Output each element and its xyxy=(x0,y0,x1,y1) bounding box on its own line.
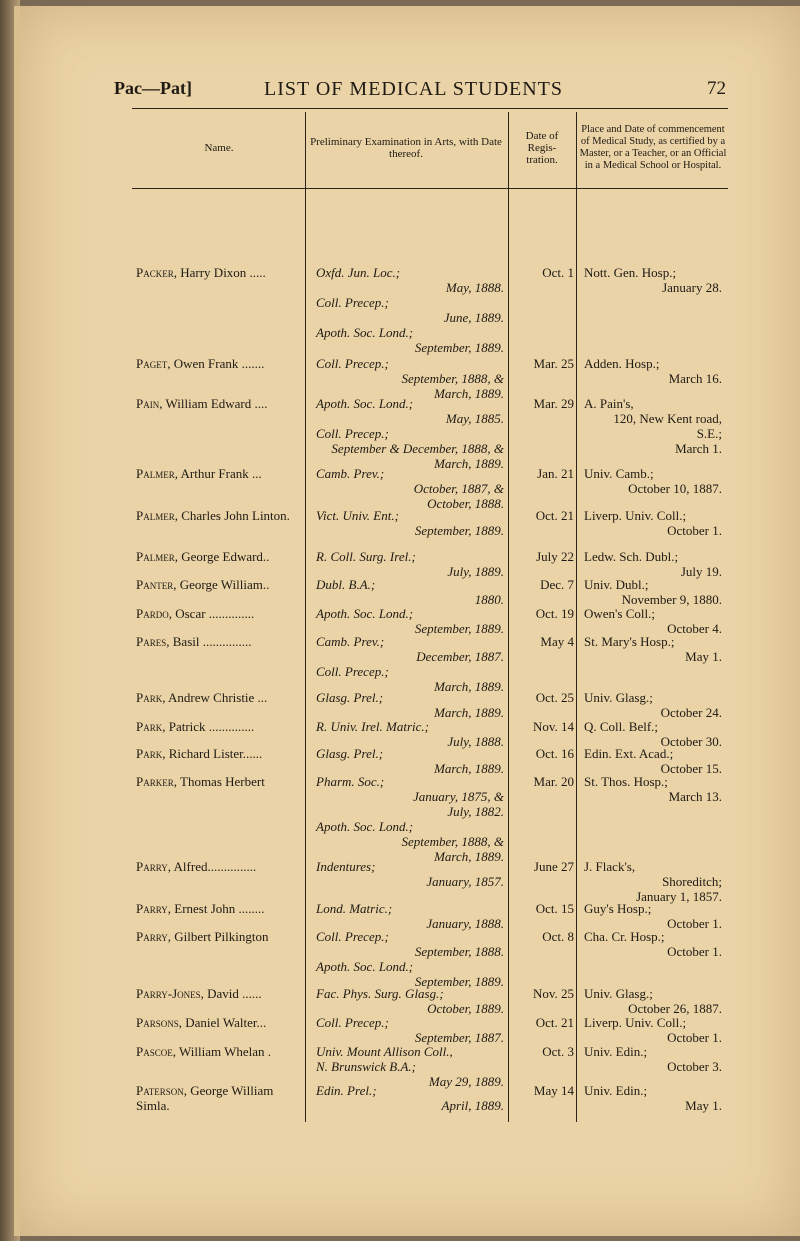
student-surname: Parry xyxy=(136,859,168,874)
exam-line: Fac. Phys. Surg. Glasg.; xyxy=(316,986,444,1001)
place-line: St. Mary's Hosp.; xyxy=(584,634,675,649)
student-name xyxy=(136,577,302,592)
student-given-names: , Alfred............... xyxy=(167,859,257,874)
student-name xyxy=(136,634,302,649)
place-cell xyxy=(584,606,724,636)
header-rule xyxy=(132,108,728,109)
student-surname: Packer xyxy=(136,265,174,280)
exam-line: October, 1887, & xyxy=(413,481,504,496)
place-line: October 1. xyxy=(667,523,722,538)
student-surname: Parry-Jones xyxy=(136,986,201,1001)
exam-line: Coll. Precep.; xyxy=(316,664,389,679)
registration-date: Dec. 7 xyxy=(540,577,574,592)
exam-line: Lond. Matric.; xyxy=(316,901,393,916)
place-line: January 28. xyxy=(662,280,722,295)
registration-date: Jan. 21 xyxy=(537,466,574,481)
student-name xyxy=(136,1015,302,1030)
student-given-names: , William Whelan . xyxy=(172,1044,272,1059)
place-line: St. Thos. Hosp.; xyxy=(584,774,668,789)
exam-line: September, 1889. xyxy=(414,523,504,538)
exam-line: Apoth. Soc. Lond.; xyxy=(316,325,414,340)
registration-date: May 14 xyxy=(533,1083,574,1098)
place-line: March 16. xyxy=(668,371,722,386)
registration-date: June 27 xyxy=(533,859,574,874)
place-line: Edin. Ext. Acad.; xyxy=(584,746,674,761)
place-line: Univ. Glasg.; xyxy=(584,690,653,705)
registration-date: Mar. 25 xyxy=(533,356,574,371)
exam-cell xyxy=(316,986,506,1016)
place-line: Univ. Glasg.; xyxy=(584,986,653,1001)
exam-line: January, 1888. xyxy=(426,916,504,931)
place-line: Guy's Hosp.; xyxy=(584,901,652,916)
place-line: October 10, 1887. xyxy=(628,481,722,496)
exam-line: 1880. xyxy=(474,592,504,607)
student-given-names: , Ernest John ........ xyxy=(167,901,265,916)
exam-line: Univ. Mount Allison Coll., xyxy=(316,1044,453,1059)
registration-date: Oct. 25 xyxy=(535,690,574,705)
place-line: Liverp. Univ. Coll.; xyxy=(584,1015,687,1030)
exam-line: Coll. Precep.; xyxy=(316,426,389,441)
place-line: May 1. xyxy=(685,649,722,664)
student-surname: Panter xyxy=(136,577,174,592)
place-line: October 15. xyxy=(660,761,722,776)
exam-cell xyxy=(316,549,506,579)
exam-line: September, 1889. xyxy=(414,974,504,989)
student-given-names: , George William.. xyxy=(173,577,270,592)
exam-cell xyxy=(316,466,506,511)
place-cell xyxy=(584,774,724,804)
student-surname: Parker xyxy=(136,774,174,789)
exam-cell xyxy=(316,634,506,694)
place-cell xyxy=(584,466,724,496)
student-given-names: , Richard Lister...... xyxy=(162,746,263,761)
registration-date: Mar. 29 xyxy=(533,396,574,411)
exam-cell xyxy=(316,265,506,355)
exam-cell xyxy=(316,719,506,749)
student-surname: Paget xyxy=(136,356,168,371)
registration-date: May 4 xyxy=(540,634,574,649)
exam-cell xyxy=(316,606,506,636)
col-divider-2 xyxy=(508,112,509,1122)
registration-date: Nov. 25 xyxy=(532,986,574,1001)
student-name xyxy=(136,1044,302,1059)
page-title: LIST OF MEDICAL STUDENTS xyxy=(264,78,564,100)
exam-line: September, 1889. xyxy=(414,340,504,355)
place-line: October 3. xyxy=(667,1059,722,1074)
exam-cell xyxy=(316,508,506,538)
place-line: March 1. xyxy=(675,441,722,456)
student-name xyxy=(136,859,302,874)
place-cell xyxy=(584,859,724,904)
registration-date: Mar. 20 xyxy=(533,774,574,789)
registration-date: Oct. 21 xyxy=(535,508,574,523)
student-surname: Parry xyxy=(136,901,168,916)
student-given-names: , William Edward .... xyxy=(159,396,268,411)
place-line: Univ. Camb.; xyxy=(584,466,654,481)
exam-line: Glasg. Prel.; xyxy=(316,746,384,761)
student-given-names: , Thomas Herbert xyxy=(173,774,265,789)
place-line: Univ. Edin.; xyxy=(584,1044,648,1059)
place-line: Nott. Gen. Hosp.; xyxy=(584,265,677,280)
exam-line: March, 1889. xyxy=(434,849,504,864)
col-exam-header: Preliminary Examination in Arts, with Date thereof. xyxy=(310,136,502,160)
exam-cell xyxy=(316,774,506,864)
exam-line: January, 1875, & xyxy=(413,789,504,804)
place-line: Cha. Cr. Hosp.; xyxy=(584,929,665,944)
student-surname: Palmer xyxy=(136,508,175,523)
exam-line: December, 1887. xyxy=(416,649,504,664)
exam-line: Indentures; xyxy=(316,859,376,874)
place-line: October 30. xyxy=(660,734,722,749)
col-divider-3 xyxy=(576,112,577,1122)
exam-line: May, 1888. xyxy=(445,280,504,295)
exam-line: October, 1889. xyxy=(427,1001,504,1016)
col-name-header: Name. xyxy=(204,142,234,154)
place-cell xyxy=(584,356,724,386)
place-cell xyxy=(584,901,724,931)
student-name xyxy=(136,466,302,481)
place-line: January 1, 1857. xyxy=(636,889,722,904)
place-line: October 4. xyxy=(667,621,722,636)
place-cell xyxy=(584,719,724,749)
exam-line: Coll. Precep.; xyxy=(316,1015,389,1030)
exam-line: May 29, 1889. xyxy=(428,1074,504,1089)
exam-line: September & December, 1888, & xyxy=(331,441,504,456)
place-cell xyxy=(584,929,724,959)
place-line: 120, New Kent road, xyxy=(613,411,722,426)
student-given-names: , Andrew Christie ... xyxy=(162,690,268,705)
exam-line: Coll. Precep.; xyxy=(316,929,389,944)
place-cell xyxy=(584,396,724,456)
exam-line: March, 1889. xyxy=(434,679,504,694)
exam-line: March, 1889. xyxy=(434,386,504,401)
exam-line: April, 1889. xyxy=(441,1098,504,1113)
exam-cell xyxy=(316,690,506,720)
student-surname: Parsons xyxy=(136,1015,179,1030)
exam-line: July, 1888. xyxy=(447,734,504,749)
exam-line: September, 1888. xyxy=(414,944,504,959)
place-line: Univ. Edin.; xyxy=(584,1083,648,1098)
exam-line: June, 1889. xyxy=(443,310,504,325)
student-given-names: , Basil ............... xyxy=(166,634,252,649)
exam-line: January, 1857. xyxy=(426,874,504,889)
place-line: Owen's Coll.; xyxy=(584,606,655,621)
student-surname: Park xyxy=(136,746,163,761)
exam-line: Pharm. Soc.; xyxy=(316,774,385,789)
place-line: October 1. xyxy=(667,916,722,931)
exam-line: Camb. Prev.; xyxy=(316,634,385,649)
student-surname: Parry xyxy=(136,929,168,944)
exam-line: Apoth. Soc. Lond.; xyxy=(316,959,414,974)
exam-line: March, 1889. xyxy=(434,456,504,471)
place-cell xyxy=(584,508,724,538)
student-name xyxy=(136,1083,302,1113)
student-surname: Pascoe xyxy=(136,1044,173,1059)
place-line: October 1. xyxy=(667,1030,722,1045)
place-line: Ledw. Sch. Dubl.; xyxy=(584,549,679,564)
student-name xyxy=(136,719,302,734)
exam-cell xyxy=(316,1083,506,1113)
place-cell xyxy=(584,265,724,295)
student-name xyxy=(136,929,302,944)
registration-date: Oct. 15 xyxy=(535,901,574,916)
exam-line: Edin. Prel.; xyxy=(316,1083,377,1098)
header-range: Pac—Pat] xyxy=(114,78,192,98)
exam-line: September, 1888, & xyxy=(401,834,504,849)
col-divider-1 xyxy=(305,112,306,1122)
student-surname: Palmer xyxy=(136,549,175,564)
student-name xyxy=(136,986,302,1001)
student-name xyxy=(136,690,302,705)
col-date-header: Date of Regis- tration. xyxy=(525,130,559,166)
place-line: Q. Coll. Belf.; xyxy=(584,719,659,734)
exam-cell xyxy=(316,577,506,607)
student-surname: Palmer xyxy=(136,466,175,481)
student-given-names: , David ...... xyxy=(200,986,262,1001)
place-cell xyxy=(584,1015,724,1045)
exam-line: Vict. Univ. Ent.; xyxy=(316,508,399,523)
place-line: A. Pain's, xyxy=(584,396,634,411)
place-line: March 13. xyxy=(668,789,722,804)
student-name xyxy=(136,549,302,564)
exam-line: March, 1889. xyxy=(434,705,504,720)
exam-cell xyxy=(316,1015,506,1045)
exam-line: Camb. Prev.; xyxy=(316,466,385,481)
student-surname: Park xyxy=(136,719,163,734)
student-given-names: , Oscar .............. xyxy=(168,606,255,621)
place-cell xyxy=(584,690,724,720)
place-line: S.E.; xyxy=(696,426,722,441)
student-given-names: , Patrick .............. xyxy=(162,719,255,734)
student-given-names: , Charles John Linton. xyxy=(174,508,290,523)
student-name xyxy=(136,774,302,789)
place-cell xyxy=(584,986,724,1016)
place-line: July 19. xyxy=(680,564,722,579)
registration-date: Oct. 21 xyxy=(535,1015,574,1030)
place-line: May 1. xyxy=(685,1098,722,1113)
registration-date: Oct. 8 xyxy=(542,929,574,944)
student-name xyxy=(136,901,302,916)
exam-line: N. Brunswick B.A.; xyxy=(316,1059,417,1074)
place-line: October 26, 1887. xyxy=(628,1001,722,1016)
exam-line: Oxfd. Jun. Loc.; xyxy=(316,265,401,280)
registration-date: July 22 xyxy=(536,549,574,564)
student-given-names: , George William Simla. xyxy=(136,1083,274,1113)
student-name xyxy=(136,508,302,523)
student-surname: Paterson xyxy=(136,1083,184,1098)
exam-line: R. Coll. Surg. Irel.; xyxy=(316,549,416,564)
exam-line: July, 1889. xyxy=(447,564,504,579)
registration-date: Oct. 19 xyxy=(535,606,574,621)
place-cell xyxy=(584,1044,724,1074)
running-header xyxy=(114,78,726,104)
student-given-names: , Arthur Frank ... xyxy=(174,466,262,481)
exam-line: R. Univ. Irel. Matric.; xyxy=(316,719,429,734)
student-surname: Pares xyxy=(136,634,167,649)
exam-line: Apoth. Soc. Lond.; xyxy=(316,606,414,621)
exam-line: September, 1889. xyxy=(414,621,504,636)
student-given-names: , George Edward.. xyxy=(174,549,270,564)
student-surname: Pain xyxy=(136,396,160,411)
place-cell xyxy=(584,577,724,607)
exam-line: Glasg. Prel.; xyxy=(316,690,384,705)
registration-date: Oct. 1 xyxy=(542,265,574,280)
student-given-names: , Daniel Walter... xyxy=(178,1015,267,1030)
student-name xyxy=(136,356,302,371)
exam-cell xyxy=(316,859,506,889)
place-line: Liverp. Univ. Coll.; xyxy=(584,508,687,523)
student-given-names: , Owen Frank ....... xyxy=(167,356,265,371)
registration-date: Nov. 14 xyxy=(532,719,574,734)
exam-line: October, 1888. xyxy=(427,496,504,511)
exam-cell xyxy=(316,356,506,401)
registration-date: Oct. 16 xyxy=(535,746,574,761)
registration-date: Oct. 3 xyxy=(542,1044,574,1059)
exam-cell xyxy=(316,746,506,776)
student-name xyxy=(136,265,302,280)
place-line: October 1. xyxy=(667,944,722,959)
exam-line: Coll. Precep.; xyxy=(316,295,389,310)
student-name xyxy=(136,396,302,411)
col-place-header: Place and Date of commencement of Medical Study, as certified by a Master, or a Teacher, or an Official in a Medical School or Hospital. xyxy=(579,124,727,171)
exam-line: September, 1887. xyxy=(414,1030,504,1045)
column-head-rule xyxy=(132,188,728,189)
exam-line: Apoth. Soc. Lond.; xyxy=(316,396,414,411)
place-line: Univ. Dubl.; xyxy=(584,577,649,592)
exam-cell xyxy=(316,901,506,931)
student-surname: Park xyxy=(136,690,163,705)
place-line: November 9, 1880. xyxy=(621,592,722,607)
student-surname: Pardo xyxy=(136,606,169,621)
exam-line: Dubl. B.A.; xyxy=(316,577,376,592)
exam-line: July, 1882. xyxy=(447,804,504,819)
exam-line: September, 1888, & xyxy=(401,371,504,386)
place-cell xyxy=(584,1083,724,1113)
exam-line: March, 1889. xyxy=(434,761,504,776)
place-line: J. Flack's, xyxy=(584,859,636,874)
place-line: Shoreditch; xyxy=(662,874,722,889)
student-name xyxy=(136,746,302,761)
student-given-names: , Harry Dixon ..... xyxy=(173,265,266,280)
exam-line: Coll. Precep.; xyxy=(316,356,389,371)
exam-line: May, 1885. xyxy=(445,411,504,426)
place-line: October 24. xyxy=(660,705,722,720)
exam-cell xyxy=(316,929,506,989)
place-cell xyxy=(584,549,724,579)
exam-cell xyxy=(316,396,506,471)
student-name xyxy=(136,606,302,621)
student-given-names: , Gilbert Pilkington xyxy=(167,929,269,944)
exam-line: Apoth. Soc. Lond.; xyxy=(316,819,414,834)
place-line: Adden. Hosp.; xyxy=(584,356,660,371)
page-number: 72 xyxy=(707,78,726,99)
place-cell xyxy=(584,746,724,776)
place-cell xyxy=(584,634,724,664)
